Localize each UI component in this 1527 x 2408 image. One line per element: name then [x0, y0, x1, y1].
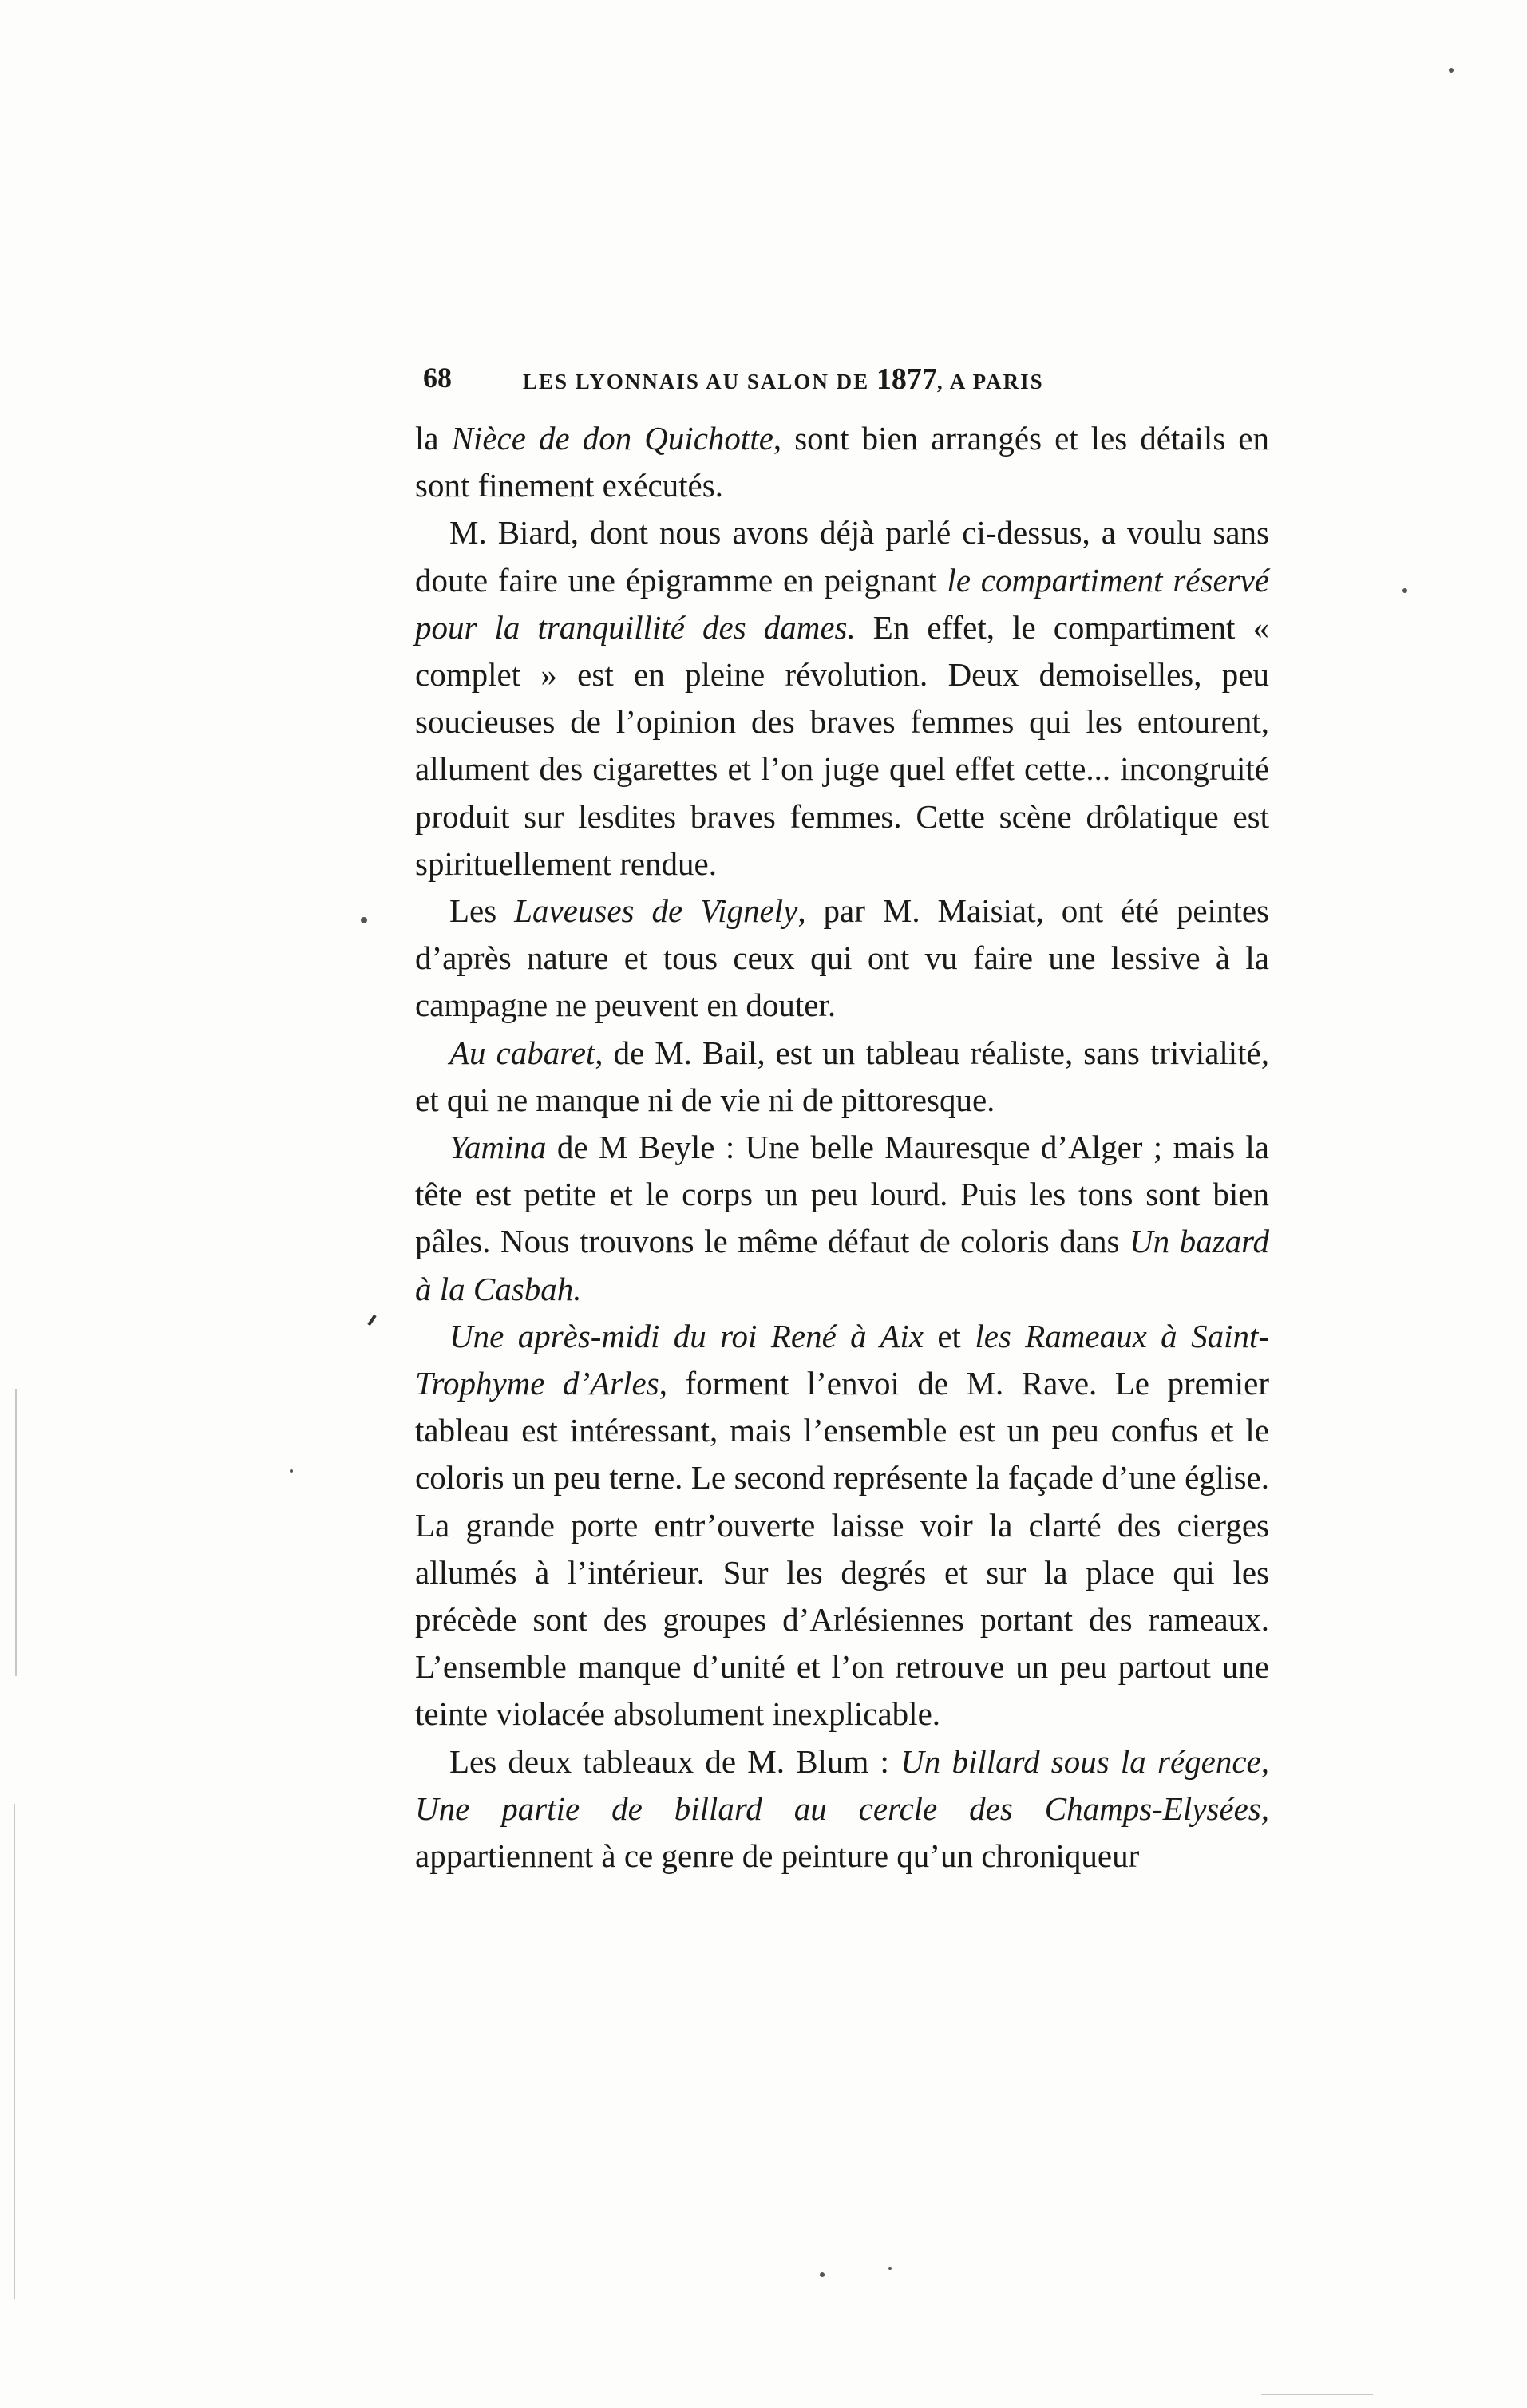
text-run: la — [415, 420, 452, 457]
text-run: appartiennent à ce genre de peinture qu’un chroniqueur — [415, 1837, 1140, 1875]
ink-speck — [290, 1469, 293, 1473]
body-text — [415, 415, 1269, 1880]
paragraph-maisiat — [415, 888, 1269, 1030]
ink-speck — [820, 2272, 825, 2277]
text-run: , forment l’envoi de M. Rave. Le premier tableau est intéressant, mais l’ensemble est un peu confus et le coloris un peu terne. Le second représente la façade d’une église. La grande porte entr’ouverte laisse voir la clarté des cierges allumés à l’intérieur. Sur les degrés et sur la place qui les précède sont des groupes d’Arlésiennes portant des rameaux. L’ensemble manque d’unité et l’on retrouve un peu partout une teinte violacée absolument inexplicable. — [415, 1365, 1269, 1733]
running-title — [523, 361, 1044, 400]
text-run: et — [923, 1317, 975, 1354]
paragraph-bail — [415, 1030, 1269, 1124]
text-run: Les deux tableaux de M. Blum : — [449, 1742, 901, 1780]
ink-speck — [361, 917, 367, 923]
artwork-title: Yamina — [449, 1129, 547, 1166]
artwork-title: Un bazard à la Casbah. — [415, 1223, 1270, 1307]
artwork-title: Laveuses de Vignely — [514, 892, 798, 930]
ink-speck — [1449, 68, 1454, 73]
text-run: En effet, le compartiment « complet » est en pleine révolution. Deux demoiselles, peu soucieuses de l’opinion des braves femmes qui les entourent, allument des cigarettes et l’on juge quel effet cette... incongruité produit sur lesdites braves femmes. Cette scène drôlatique est spirituellement rendue. — [415, 608, 1269, 882]
running-title-place: , A PARIS — [936, 370, 1044, 393]
running-title-year: 1877 — [876, 362, 937, 396]
text-run: de M Beyle : Une belle Mauresque d’Alger ; mais la tête est petite et le corps un peu lourd. Puis les tons sont bien pâles. Nous trouvons le même défaut de coloris dans — [415, 1129, 1269, 1260]
artwork-title: les Rameaux à Saint-Trophyme d’Arles — [415, 1317, 1270, 1402]
paragraph-beyle — [415, 1124, 1269, 1313]
artwork-title: le compartiment réservé pour la tranquillité des dames. — [415, 561, 1269, 646]
paragraph-rave — [415, 1313, 1269, 1738]
artwork-title: Un billard sous la régence, Une partie de billard au cercle des Champs-Elysées, — [415, 1742, 1270, 1827]
ink-speck — [1402, 588, 1407, 593]
text-run: Les — [449, 892, 515, 930]
running-head — [423, 358, 1269, 397]
running-title-text: LES LYONNAIS AU SALON DE — [523, 370, 876, 393]
ink-speck — [369, 1315, 375, 1325]
artwork-title: Au cabaret — [449, 1034, 595, 1071]
paragraph-blum — [415, 1738, 1269, 1880]
ink-speck — [888, 2267, 892, 2270]
text-run: , sont bien arrangés et les détails en sont finement exécutés. — [415, 420, 1269, 504]
page-number: 68 — [423, 362, 452, 393]
paragraph-biard — [415, 509, 1269, 888]
text-run: , de M. Bail, est un tableau réaliste, sans trivialité, et qui ne manque ni de vie ni de pittoresque. — [415, 1034, 1270, 1118]
text-run: , par M. Maisiat, ont été peintes d’après nature et tous ceux qui ont vu faire une lessive à la campagne ne peuvent en douter. — [415, 892, 1269, 1024]
text-run: M. Biard, dont nous avons déjà parlé ci-dessus, a voulu sans doute faire une épigramme en peignant — [415, 514, 1269, 599]
paragraph-niece — [415, 415, 1269, 509]
artwork-title: Une après-midi du roi René à Aix — [449, 1317, 924, 1354]
artwork-title: Nièce de don Quichotte — [451, 420, 773, 457]
